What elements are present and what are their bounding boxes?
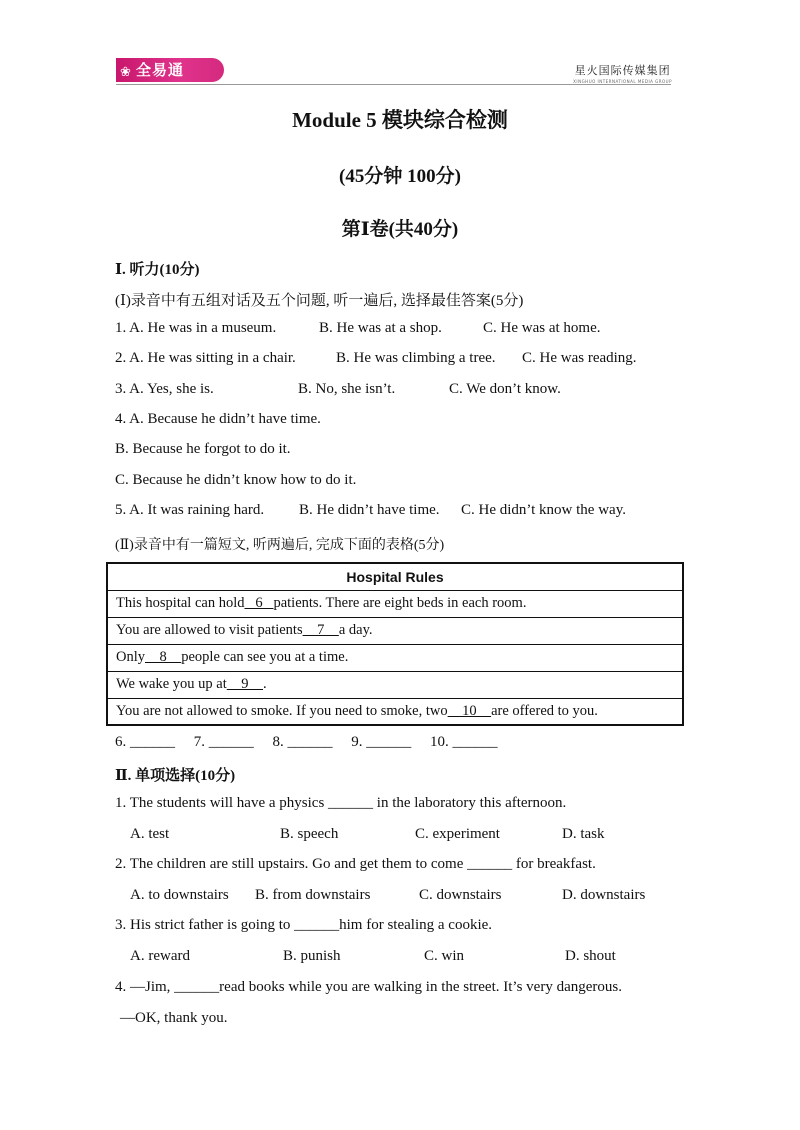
option-a: 3. A. Yes, she is.: [115, 381, 214, 397]
question-4-option-a: 4. A. Because he didn’t have time.: [115, 411, 321, 427]
choice-question-4-stem: 4. —Jim, ______read books while you are walking in the street. It’s very dangerous.: [115, 979, 622, 995]
row-text-after: are offered to you.: [491, 702, 598, 719]
choice-question-4-reply: —OK, thank you.: [120, 1010, 228, 1026]
row-text-after: a day.: [338, 622, 373, 638]
answer-blank[interactable]: 8: [145, 649, 182, 665]
logo-text: 全易通: [136, 61, 185, 79]
option-c: C. He didn’t know the way.: [461, 502, 626, 518]
answer-blank[interactable]: 7: [302, 622, 339, 638]
publisher-name: 星火国际传媒集团: [574, 64, 671, 77]
answer-blank[interactable]: 9: [226, 676, 264, 692]
option-a: A. to downstairs: [130, 887, 229, 903]
row-text-after: people can see you at a time.: [181, 649, 349, 665]
table-row: [107, 698, 683, 725]
question-row: [115, 350, 675, 370]
row-text-before: You are not allowed to smoke. If you need to smoke, two: [116, 702, 448, 719]
option-b: B. He was at a shop.: [319, 320, 442, 336]
row-text-before: You are allowed to visit patients: [116, 622, 303, 638]
option-c: C. win: [424, 948, 465, 964]
option-a: A. test: [130, 826, 170, 842]
row-text-before: This hospital can hold: [116, 595, 245, 611]
question-4-option-b: B. Because he forgot to do it.: [115, 441, 291, 457]
module-title: Module 5 模块综合检测: [292, 108, 508, 132]
question-row: [115, 381, 675, 401]
header-divider: [116, 84, 671, 85]
table-row: [107, 644, 683, 671]
choice-question-1-stem: 1. The students will have a physics ______ in the laboratory this afternoon.: [115, 795, 567, 811]
choice-question-2-stem: 2. The children are still upstairs. Go and get them to come ______ for breakfast.: [115, 856, 596, 872]
option-c: C. We don’t know.: [449, 381, 561, 397]
table-row: [107, 671, 683, 698]
option-b: B. No, she isn’t.: [298, 381, 396, 397]
hospital-rules-table: [106, 562, 684, 726]
option-a: 1. A. He was in a museum.: [115, 320, 277, 336]
option-a: 2. A. He was sitting in a chair.: [115, 350, 296, 366]
option-b: B. from downstairs: [255, 887, 371, 903]
option-d: D. task: [562, 826, 605, 842]
swirl-icon: ❀: [120, 65, 132, 80]
page-header: [0, 0, 800, 90]
answer-blank[interactable]: 6: [244, 595, 274, 611]
row-text-before: We wake you up at: [116, 676, 227, 692]
option-d: D. downstairs: [562, 887, 646, 903]
option-c: C. He was reading.: [522, 350, 637, 366]
question-row: [115, 502, 675, 522]
question-row: [115, 826, 675, 846]
answer-blank[interactable]: 10: [447, 702, 492, 719]
answer-line[interactable]: 6. ______ 7. ______ 8. ______ 9. ______ 10. ______: [115, 734, 498, 750]
option-b: B. punish: [283, 948, 341, 964]
section-listening-heading: Ⅰ. 听力(10分): [115, 262, 200, 278]
option-c: C. downstairs: [419, 887, 502, 903]
question-row: [115, 320, 675, 340]
publisher-english-name: XINGHUO INTERNATIONAL MEDIA GROUP: [573, 79, 672, 84]
listening-part1-instruction: (Ⅰ)录音中有五组对话及五个问题, 听一遍后, 选择最佳答案(5分): [115, 293, 524, 309]
question-row: [115, 948, 675, 968]
question-row: [115, 887, 675, 907]
row-text-before: Only: [116, 649, 145, 665]
option-a: A. reward: [130, 948, 190, 964]
time-score-info: (45分钟 100分): [339, 166, 461, 187]
publisher-mark: [573, 62, 672, 84]
table-row: [107, 617, 683, 644]
option-c: C. experiment: [415, 826, 500, 842]
question-4-option-c: C. Because he didn’t know how to do it.: [115, 472, 357, 488]
choice-question-3-stem: 3. His strict father is going to ______him for stealing a cookie.: [115, 917, 493, 933]
table-row: [107, 590, 683, 617]
row-text-after: .: [263, 676, 267, 692]
row-text-after: patients. There are eight beds in each room.: [273, 595, 527, 611]
option-b: B. speech: [280, 826, 339, 842]
volume-title: 第Ⅰ卷(共40分): [341, 219, 459, 240]
option-c: C. He was at home.: [483, 320, 601, 336]
brand-logo: [116, 58, 224, 82]
option-a: 5. A. It was raining hard.: [115, 502, 265, 518]
option-b: B. He didn’t have time.: [299, 502, 440, 518]
table-title: Hospital Rules: [107, 563, 683, 590]
option-b: B. He was climbing a tree.: [336, 350, 496, 366]
option-d: D. shout: [565, 948, 616, 964]
section-choice-heading: Ⅱ. 单项选择(10分): [115, 768, 236, 784]
listening-part2-instruction: (Ⅱ)录音中有一篇短文, 听两遍后, 完成下面的表格(5分): [115, 538, 445, 553]
